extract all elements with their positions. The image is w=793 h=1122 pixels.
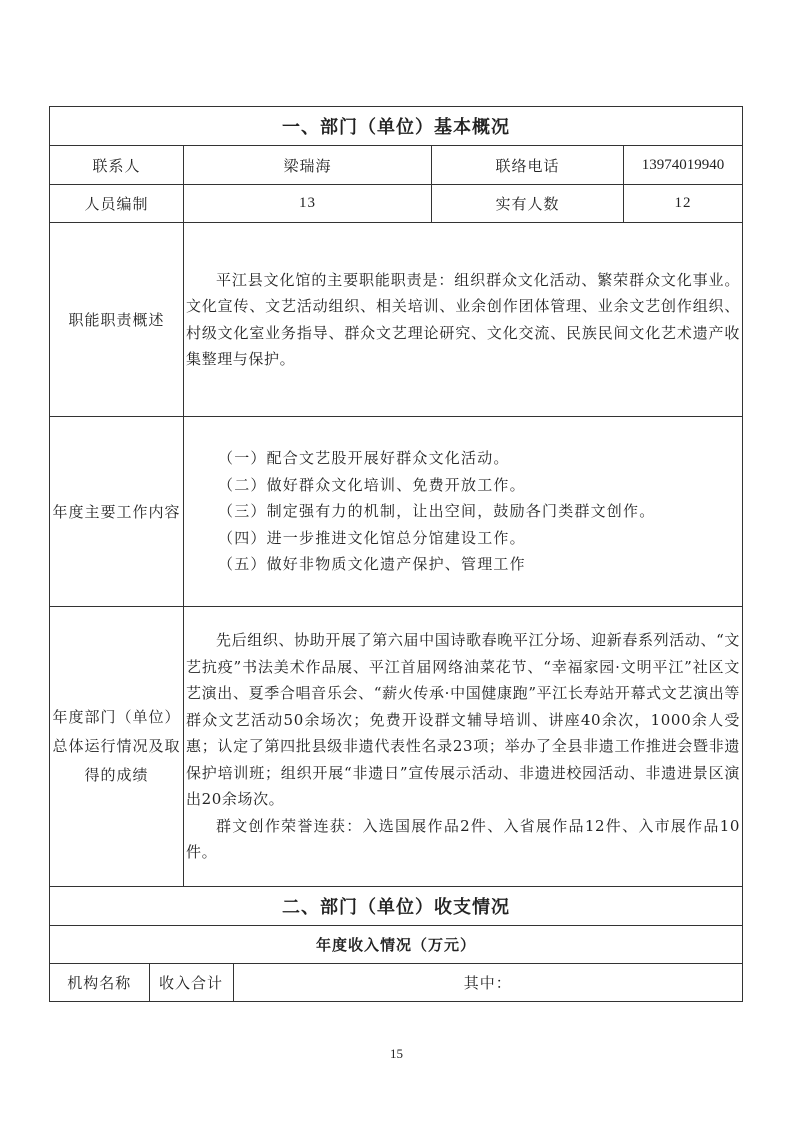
actual-staff-label: 实有人数 [432,185,624,223]
phone-label: 联络电话 [432,146,624,185]
section2-title: 二、部门（单位）收支情况 [50,887,743,926]
work-item: （一）配合文艺股开展好群众文化活动。 [218,449,510,468]
results-paragraph: 群文创作荣誉连获：入选国展作品2件、入省展作品12件、入市展作品10件。 [186,816,740,862]
work-item: （二）做好群众文化培训、免费开放工作。 [218,475,526,494]
section1-title: 一、部门（单位）基本概况 [50,107,743,146]
work-label: 年度主要工作内容 [50,417,184,607]
results-label: 年度部门（单位）总体运行情况及取得的成绩 [50,607,184,887]
work-item: （五）做好非物质文化遗产保护、管理工作 [218,555,526,574]
income-title: 年度收入情况（万元） [50,926,743,964]
department-overview-table [49,106,743,1002]
income-header-table [50,964,742,1001]
org-name-header: 机构名称 [50,964,149,1001]
duties-text: 平江县文化馆的主要职能职责是：组织群众文化活动、繁荣群众文化事业。 文化宣传、文艺活动组织、相关培训、业余创作团体管理、业余文艺创作组织、村级文化室业务指导、群众文艺理论研究、文化交流、民族民间文化艺术遗产收集整理与保护。 [186,270,740,368]
actual-staff-value: 12 [624,185,743,223]
income-header-row [50,964,743,1002]
results-cell [184,607,743,887]
results-paragraph: 先后组织、协助开展了第六届中国诗歌春晚平江分场、迎新春系列活动、“文艺抗疫”书法美术作品展、平江首届网络油菜花节、“幸福家园·文明平江”社区文艺演出、夏季合唱音乐会、“薪火传承·中国健康跑”平江长寿站开幕式文艺演出等群众文艺活动50余场次；免费开设群文辅导培训、讲座40余次，1000余人受惠；认定了第四批县级非遗代表性名录23项；举办了全县非遗工作推进会暨非遗保护培训班；组织开展“非遗日”宣传展示活动、非遗进校园活动、非遗进景区演出20余场次。 [186,631,740,809]
contact-label: 联系人 [50,146,184,185]
contact-value: 梁瑞海 [184,146,432,185]
staff-quota-label: 人员编制 [50,185,184,223]
income-total-header: 收入合计 [149,964,233,1001]
work-items-list [184,417,743,607]
duties-cell [184,223,743,417]
work-item: （三）制定强有力的机制，让出空间，鼓励各门类群文创作。 [218,502,656,521]
duties-label: 职能职责概述 [50,223,184,417]
work-item: （四）进一步推进文化馆总分馆建设工作。 [218,528,526,547]
staff-quota-value: 13 [184,185,432,223]
phone-value: 13974019940 [624,146,743,185]
among-header: 其中： [463,974,512,992]
page-number: 15 [390,1046,403,1061]
